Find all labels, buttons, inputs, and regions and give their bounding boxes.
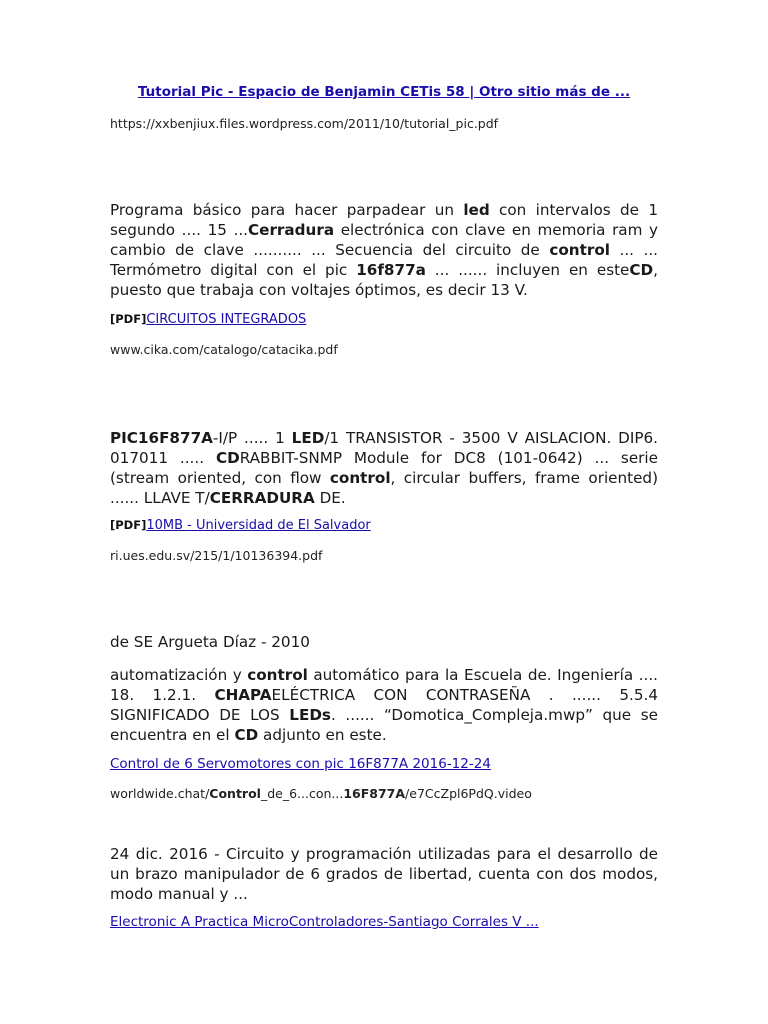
result-snippet: Programa básico para hacer parpadear un led con intervalos de 1 segundo .... 15 ...Cerradura electrónica con clave en memoria ram y cambio de clave .......... ... Secuencia del circuito de control ... ... Termómetro digital con el pic 16f877a ... ...... incluyen en esteCD, puesto que trabaja con voltajes óptimos, es decir 13 V.	[110, 201, 659, 299]
result-meta: de SE Argueta Díaz - 2010	[110, 633, 310, 651]
result-title-link[interactable]: Control de 6 Servomotores con pic 16F877A 2016-12-24	[110, 756, 491, 772]
result-url: ri.ues.edu.sv/215/1/10136394.pdf	[110, 548, 323, 563]
result-title-row	[110, 312, 306, 327]
pdf-badge: [PDF]	[110, 518, 147, 532]
result-url: https://xxbenjiux.files.wordpress.com/2011/10/tutorial_pic.pdf	[110, 116, 499, 131]
result-title-link[interactable]: CIRCUITOS INTEGRADOS	[146, 312, 307, 327]
result-title-link[interactable]: Tutorial Pic - Espacio de Benjamin CETis 58 | Otro sitio más de ...	[137, 84, 631, 100]
result-title-link[interactable]: Electronic A Practica MicroControladores-Santiago Corrales V ...	[110, 914, 539, 930]
result-url: www.cika.com/catalogo/catacika.pdf	[110, 342, 338, 357]
result-url: worldwide.chat/Control_de_6...con...16F877A/e7CcZpl6PdQ.video	[110, 786, 532, 801]
pdf-badge: [PDF]	[110, 312, 147, 326]
result-title-link[interactable]: 10MB - Universidad de El Salvador	[146, 518, 371, 533]
result-snippet: PIC16F877A-I/P ..... 1 LED/1 TRANSISTOR - 3500 V AISLACION. DIP6. 017011 ..... CDRABBIT-SNMP Module for DC8 (101-0642) ... serie (stream oriented, con flow control, circular buffers, frame oriented) ...... LLAVE T/CERRADURA DE.	[110, 429, 658, 507]
result-title-row	[110, 518, 371, 533]
result-snippet: 24 dic. 2016 - Circuito y programación utilizadas para el desarrollo de un brazo manipulador de 6 grados de libertad, cuenta con dos modos, modo manual y ...	[110, 845, 658, 903]
result-snippet: automatización y control automático para la Escuela de. Ingeniería .... 18. 1.2.1. CHAPAELÉCTRICA CON CONTRASEÑA . ...... 5.5.4 SIGNIFICADO DE LOS LEDs. ...... “Domotica_Compleja.mwp” que se encuentra en el CD adjunto en este.	[110, 666, 658, 744]
